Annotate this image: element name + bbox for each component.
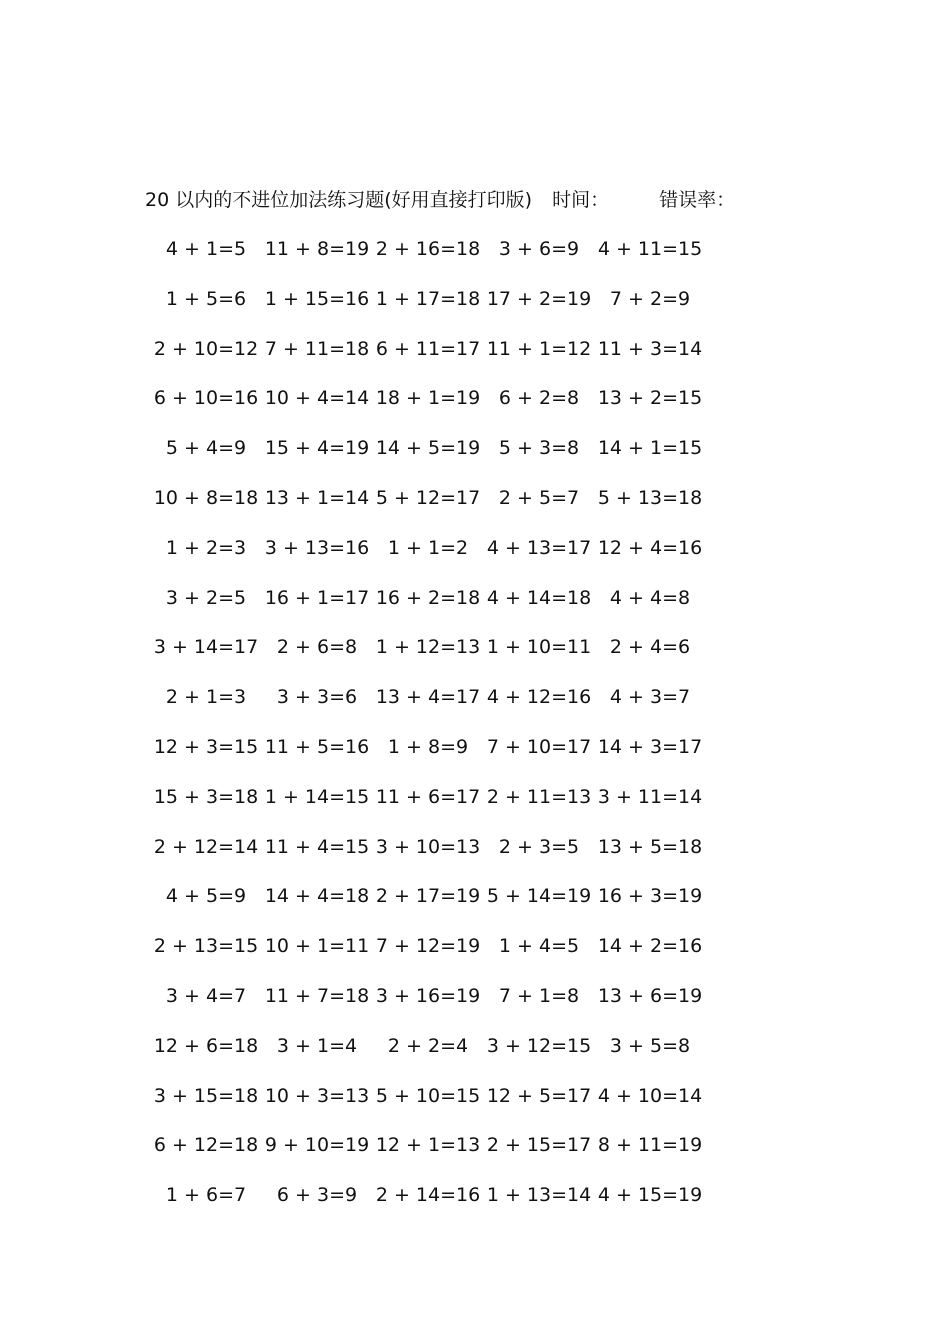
problem-equation: 13 + 4=17 bbox=[375, 686, 481, 709]
problem-equation: 7 + 10=17 bbox=[486, 735, 592, 758]
problem-row bbox=[150, 434, 710, 484]
problem-equation: 14 + 5=19 bbox=[375, 437, 481, 460]
problem-equation: 5 + 3=8 bbox=[498, 437, 580, 460]
problem-equation: 11 + 7=18 bbox=[264, 984, 370, 1007]
problem-row bbox=[150, 733, 710, 783]
problem-row bbox=[150, 1082, 710, 1132]
problem-equation: 10 + 1=11 bbox=[264, 935, 370, 958]
problem-equation: 14 + 1=15 bbox=[597, 437, 703, 460]
problem-equation: 1 + 13=14 bbox=[486, 1184, 592, 1207]
problem-equation: 12 + 3=15 bbox=[153, 735, 259, 758]
problem-equation: 2 + 17=19 bbox=[375, 885, 481, 908]
problem-row bbox=[150, 882, 710, 932]
problem-equation: 16 + 3=19 bbox=[597, 885, 703, 908]
problem-grid bbox=[150, 235, 710, 1231]
problem-equation: 3 + 12=15 bbox=[486, 1034, 592, 1057]
problem-row bbox=[150, 384, 710, 434]
problem-equation: 13 + 5=18 bbox=[597, 835, 703, 858]
problem-equation: 5 + 12=17 bbox=[375, 486, 481, 509]
problem-row bbox=[150, 235, 710, 285]
problem-equation: 15 + 3=18 bbox=[153, 785, 259, 808]
problem-equation: 2 + 5=7 bbox=[498, 486, 580, 509]
problem-equation: 4 + 15=19 bbox=[597, 1184, 703, 1207]
problem-equation: 2 + 15=17 bbox=[486, 1134, 592, 1157]
problem-equation: 7 + 1=8 bbox=[498, 984, 580, 1007]
problem-equation: 12 + 6=18 bbox=[153, 1034, 259, 1057]
problem-row bbox=[150, 1131, 710, 1181]
problem-equation: 10 + 8=18 bbox=[153, 486, 259, 509]
problem-row bbox=[150, 783, 710, 833]
problem-equation: 3 + 3=6 bbox=[276, 686, 358, 709]
problem-equation: 4 + 4=8 bbox=[609, 586, 691, 609]
problem-row bbox=[150, 833, 710, 883]
problem-equation: 12 + 4=16 bbox=[597, 536, 703, 559]
problem-equation: 3 + 4=7 bbox=[165, 984, 247, 1007]
problem-equation: 18 + 1=19 bbox=[375, 387, 481, 410]
problem-equation: 11 + 4=15 bbox=[264, 835, 370, 858]
problem-equation: 16 + 2=18 bbox=[375, 586, 481, 609]
problem-row bbox=[150, 335, 710, 385]
problem-equation: 5 + 13=18 bbox=[597, 486, 703, 509]
problem-row bbox=[150, 584, 710, 634]
problem-equation: 3 + 2=5 bbox=[165, 586, 247, 609]
problem-equation: 3 + 1=4 bbox=[276, 1034, 358, 1057]
time-label: 时间： bbox=[552, 189, 610, 211]
problem-equation: 2 + 11=13 bbox=[486, 785, 592, 808]
problem-equation: 1 + 2=3 bbox=[165, 536, 247, 559]
problem-equation: 3 + 14=17 bbox=[153, 636, 259, 659]
problem-equation: 11 + 6=17 bbox=[375, 785, 481, 808]
problem-row bbox=[150, 285, 710, 335]
problem-equation: 3 + 11=14 bbox=[597, 785, 703, 808]
problem-equation: 2 + 16=18 bbox=[375, 238, 481, 260]
error-rate-label: 错误率： bbox=[659, 189, 736, 211]
problem-equation: 2 + 13=15 bbox=[153, 935, 259, 958]
problem-equation: 1 + 14=15 bbox=[264, 785, 370, 808]
problem-equation: 14 + 2=16 bbox=[597, 935, 703, 958]
problem-equation: 9 + 10=19 bbox=[264, 1134, 370, 1157]
problem-equation: 2 + 1=3 bbox=[165, 686, 247, 709]
problem-equation: 3 + 10=13 bbox=[375, 835, 481, 858]
problem-equation: 3 + 5=8 bbox=[609, 1034, 691, 1057]
problem-equation: 17 + 2=19 bbox=[486, 287, 592, 310]
problem-equation: 2 + 12=14 bbox=[153, 835, 259, 858]
problem-equation: 3 + 13=16 bbox=[264, 536, 370, 559]
problem-equation: 1 + 5=6 bbox=[165, 287, 247, 310]
problem-equation: 6 + 3=9 bbox=[276, 1184, 358, 1207]
problem-equation: 14 + 3=17 bbox=[597, 735, 703, 758]
problem-equation: 4 + 5=9 bbox=[165, 885, 247, 908]
problem-row bbox=[150, 932, 710, 982]
problem-equation: 1 + 4=5 bbox=[498, 935, 580, 958]
problem-equation: 11 + 8=19 bbox=[264, 238, 370, 260]
problem-equation: 2 + 10=12 bbox=[153, 337, 259, 360]
problem-equation: 2 + 3=5 bbox=[498, 835, 580, 858]
problem-equation: 4 + 14=18 bbox=[486, 586, 592, 609]
problem-equation: 1 + 1=2 bbox=[387, 536, 469, 559]
problem-equation: 6 + 2=8 bbox=[498, 387, 580, 410]
problem-equation: 6 + 11=17 bbox=[375, 337, 481, 360]
problem-equation: 3 + 6=9 bbox=[498, 238, 580, 260]
problem-row bbox=[150, 484, 710, 534]
problem-equation: 16 + 1=17 bbox=[264, 586, 370, 609]
problem-equation: 2 + 2=4 bbox=[387, 1034, 469, 1057]
problem-equation: 7 + 2=9 bbox=[609, 287, 691, 310]
problem-equation: 6 + 12=18 bbox=[153, 1134, 259, 1157]
problem-row bbox=[150, 1181, 710, 1231]
problem-equation: 1 + 15=16 bbox=[264, 287, 370, 310]
problem-equation: 13 + 6=19 bbox=[597, 984, 703, 1007]
worksheet-header bbox=[145, 186, 735, 214]
problem-equation: 2 + 6=8 bbox=[276, 636, 358, 659]
problem-equation: 1 + 12=13 bbox=[375, 636, 481, 659]
problem-equation: 4 + 11=15 bbox=[597, 238, 703, 260]
problem-equation: 4 + 1=5 bbox=[165, 238, 247, 260]
problem-equation: 4 + 3=7 bbox=[609, 686, 691, 709]
problem-equation: 12 + 1=13 bbox=[375, 1134, 481, 1157]
problem-row bbox=[150, 534, 710, 584]
problem-equation: 15 + 4=19 bbox=[264, 437, 370, 460]
problem-row bbox=[150, 683, 710, 733]
problem-equation: 1 + 10=11 bbox=[486, 636, 592, 659]
problem-equation: 2 + 4=6 bbox=[609, 636, 691, 659]
problem-equation: 3 + 15=18 bbox=[153, 1084, 259, 1107]
problem-equation: 14 + 4=18 bbox=[264, 885, 370, 908]
problem-equation: 3 + 16=19 bbox=[375, 984, 481, 1007]
problem-equation: 6 + 10=16 bbox=[153, 387, 259, 410]
problem-equation: 4 + 13=17 bbox=[486, 536, 592, 559]
problem-equation: 11 + 1=12 bbox=[486, 337, 592, 360]
worksheet-title: 20 以内的不进位加法练习题(好用直接打印版) bbox=[145, 189, 533, 211]
problem-equation: 11 + 3=14 bbox=[597, 337, 703, 360]
problem-row bbox=[150, 633, 710, 683]
problem-equation: 11 + 5=16 bbox=[264, 735, 370, 758]
problem-equation: 13 + 1=14 bbox=[264, 486, 370, 509]
problem-row bbox=[150, 1032, 710, 1082]
problem-equation: 4 + 10=14 bbox=[597, 1084, 703, 1107]
problem-equation: 8 + 11=19 bbox=[597, 1134, 703, 1157]
problem-equation: 5 + 10=15 bbox=[375, 1084, 481, 1107]
problem-equation: 1 + 6=7 bbox=[165, 1184, 247, 1207]
problem-equation: 2 + 14=16 bbox=[375, 1184, 481, 1207]
problem-equation: 5 + 4=9 bbox=[165, 437, 247, 460]
problem-equation: 10 + 4=14 bbox=[264, 387, 370, 410]
problem-equation: 1 + 8=9 bbox=[387, 735, 469, 758]
problem-equation: 7 + 12=19 bbox=[375, 935, 481, 958]
problem-equation: 4 + 12=16 bbox=[486, 686, 592, 709]
problem-equation: 13 + 2=15 bbox=[597, 387, 703, 410]
problem-row bbox=[150, 982, 710, 1032]
problem-equation: 5 + 14=19 bbox=[486, 885, 592, 908]
problem-equation: 1 + 17=18 bbox=[375, 287, 481, 310]
problem-equation: 7 + 11=18 bbox=[264, 337, 370, 360]
problem-equation: 12 + 5=17 bbox=[486, 1084, 592, 1107]
problem-equation: 10 + 3=13 bbox=[264, 1084, 370, 1107]
